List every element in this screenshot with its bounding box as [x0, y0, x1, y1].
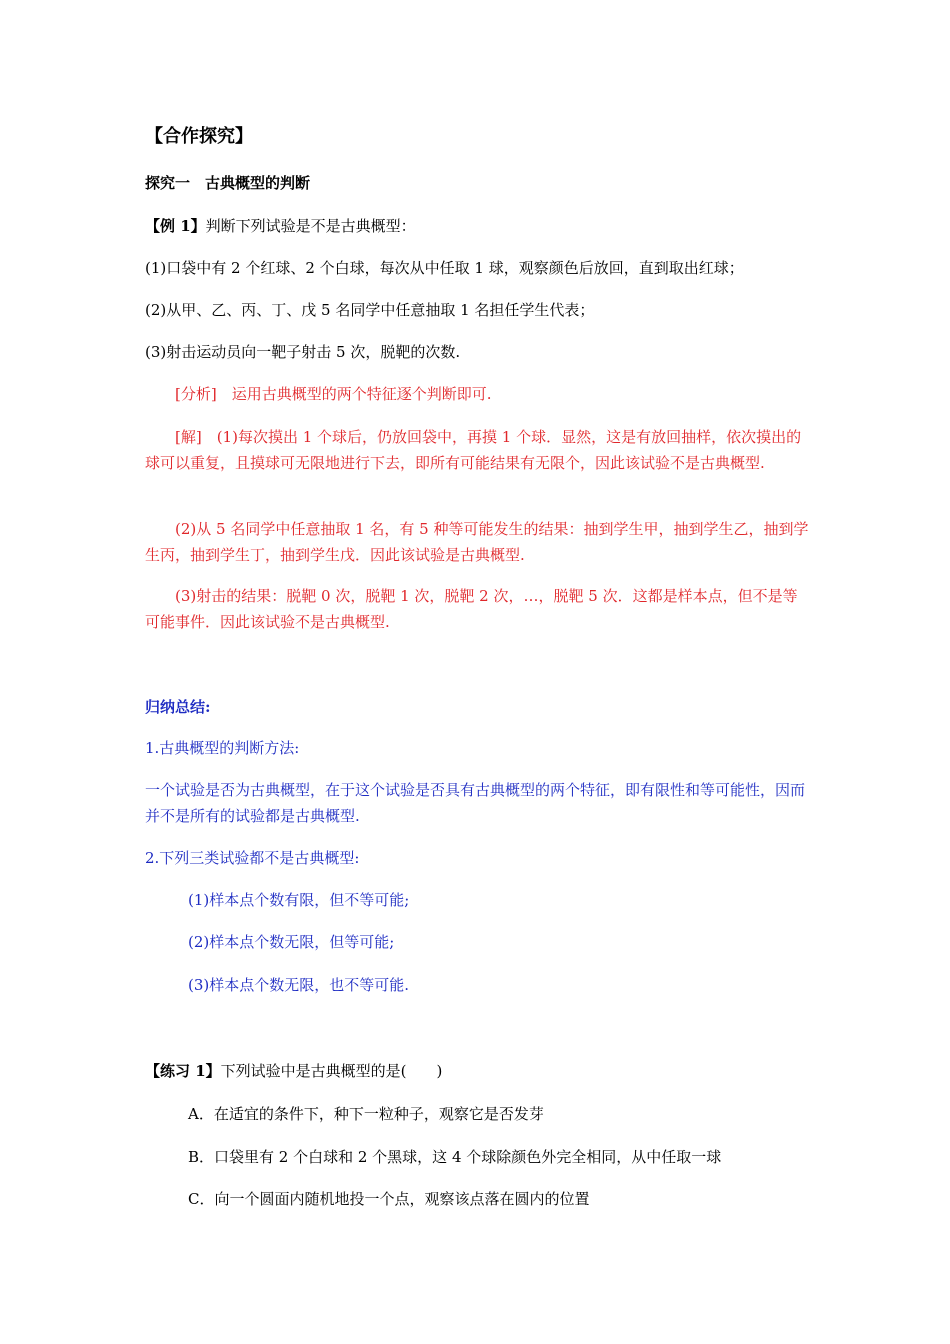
example-1-item-1: (1)口袋中有 2 个红球、2 个白球，每次从中任取 1 球，观察颜色后放回，直到取出红球； — [145, 259, 744, 277]
example-1-question: 判断下列试验是不是古典概型： — [205, 217, 416, 235]
section-title: 【合作探究】 — [145, 126, 253, 147]
example-1-analysis: [分析] 运用古典概型的两个特征逐个判断即可. — [175, 385, 492, 403]
practice-1-label: 【练习 1】 — [145, 1062, 221, 1080]
example-1-item-2: (2)从甲、乙、丙、丁、戊 5 名同学中任意抽取 1 名担任学生代表； — [145, 301, 595, 319]
practice-1-option-a: A．在适宜的条件下，种下一粒种子，观察它是否发芽 — [188, 1105, 544, 1123]
example-1-solution-1: [解] (1)每次摸出 1 个球后，仍放回袋中，再摸 1 个球．显然，这是有放回抽样，依次摸出的球可以重复，且摸球可无限地进行下去，即所有可能结果有无限个，因此该试验不是古典概型. — [145, 428, 802, 472]
summary-point-1-text: 一个试验是否为古典概型，在于这个试验是否具有古典概型的两个特征，即有限性和等可能性，因而并不是所有的试验都是古典概型. — [145, 781, 806, 825]
practice-1-option-c: C．向一个圆面内随机地投一个点，观察该点落在圆内的位置 — [188, 1190, 590, 1208]
inquiry-1-title: 探究一 古典概型的判断 — [145, 174, 311, 192]
summary-point-2-item-3: (3)样本点个数无限，也不等可能. — [188, 976, 410, 994]
summary-point-2-title: 2.下列三类试验都不是古典概型: — [145, 849, 360, 867]
summary-point-2-item-1: (1)样本点个数有限，但不等可能; — [188, 891, 410, 909]
example-1-label: 【例 1】 — [145, 217, 206, 235]
example-1-solution-3: (3)射击的结果：脱靶 0 次，脱靶 1 次，脱靶 2 次，…，脱靶 5 次．这都是样本点，但不是等可能事件．因此该试验不是古典概型. — [145, 587, 798, 631]
practice-1-question: 下列试验中是古典概型的是( ) — [220, 1062, 443, 1080]
practice-1-option-b: B．口袋里有 2 个白球和 2 个黑球，这 4 个球除颜色外完全相同，从中任取一球 — [188, 1148, 722, 1166]
summary-point-2-item-2: (2)样本点个数无限，但等可能; — [188, 933, 395, 951]
example-1-solution-2: (2)从 5 名同学中任意抽取 1 名，有 5 种等可能发生的结果：抽到学生甲，抽到学生乙，抽到学生丙，抽到学生丁，抽到学生戊．因此该试验是古典概型. — [145, 520, 809, 564]
summary-point-1-title: 1.古典概型的判断方法: — [145, 739, 300, 757]
example-1-item-3: (3)射击运动员向一靶子射击 5 次，脱靶的次数. — [145, 343, 461, 361]
summary-title: 归纳总结: — [145, 698, 211, 716]
example-1-prompt — [145, 213, 810, 239]
practice-1-prompt — [145, 1058, 810, 1084]
